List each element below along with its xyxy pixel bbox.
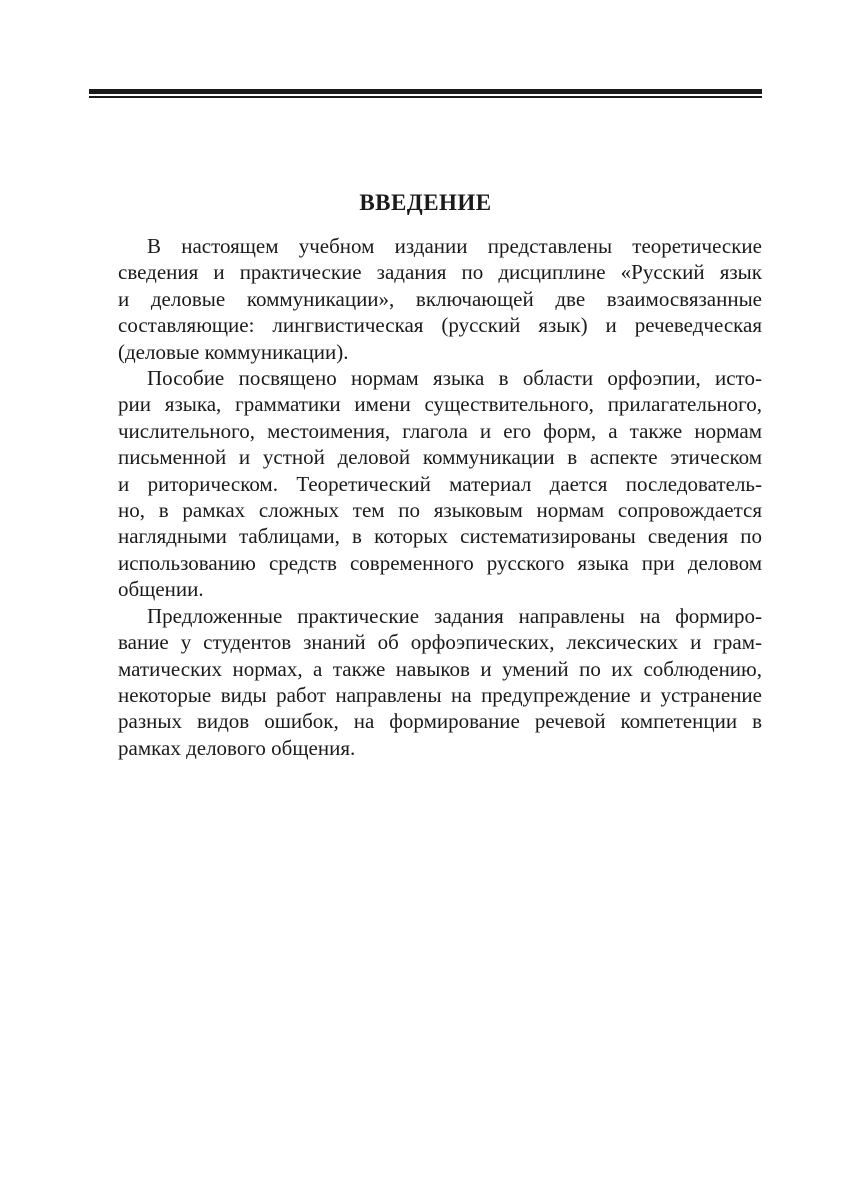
header-rule-thick — [89, 89, 762, 94]
text-line: рамках делового общения. — [118, 735, 356, 760]
text-line: числительного, местоимения, глагола и его форм, а также нормам — [118, 418, 762, 443]
text-line: рии языка, грамматики имени существительного, прилагательного, — [118, 392, 762, 417]
text-line: и риторическом. Теоретический материал дается последователь- — [118, 471, 762, 496]
paragraph-2 — [89, 365, 762, 603]
text-line: наглядными таблицами, в которых систематизированы сведения по — [118, 524, 762, 549]
text-line: использованию средств современного русского языка при деловом — [118, 550, 762, 575]
text-line: разных видов ошибок, на формирование речевой компетенции в — [118, 709, 762, 734]
text-line: некоторые виды работ направлены на предупреждение и устранение — [118, 682, 762, 707]
text-line: но, в рамках сложных тем по языковым нормам сопровождается — [118, 498, 762, 523]
text-line: сведения и практические задания по дисциплине «Русский язык — [118, 260, 762, 285]
text-line: общении. — [118, 577, 204, 602]
text-line: матических нормах, а также навыков и умений по их соблюдению, — [118, 656, 762, 681]
page-title: ВВЕДЕНИЕ — [359, 190, 492, 215]
body-text — [89, 233, 762, 761]
header-rule-thin — [89, 96, 762, 98]
paragraph-1 — [89, 233, 762, 365]
paragraph-3 — [89, 603, 762, 761]
text-line: и деловые коммуникации», включающей две взаимосвязанные — [118, 286, 762, 311]
text-line: составляющие: лингвистическая (русский язык) и речеведческая — [118, 313, 762, 338]
text-line: вание у студентов знаний об орфоэпических, лексических и грам- — [118, 630, 762, 655]
text-line: письменной и устной деловой коммуникации в аспекте этическом — [118, 445, 762, 470]
text-line: Предложенные практические задания направлены на формиро- — [147, 603, 762, 628]
text-line: В настоящем учебном издании представлены теоретические — [147, 234, 762, 258]
text-line: (деловые коммуникации). — [118, 339, 349, 364]
text-line: Пособие посвящено нормам языка в области орфоэпии, исто- — [147, 366, 762, 391]
